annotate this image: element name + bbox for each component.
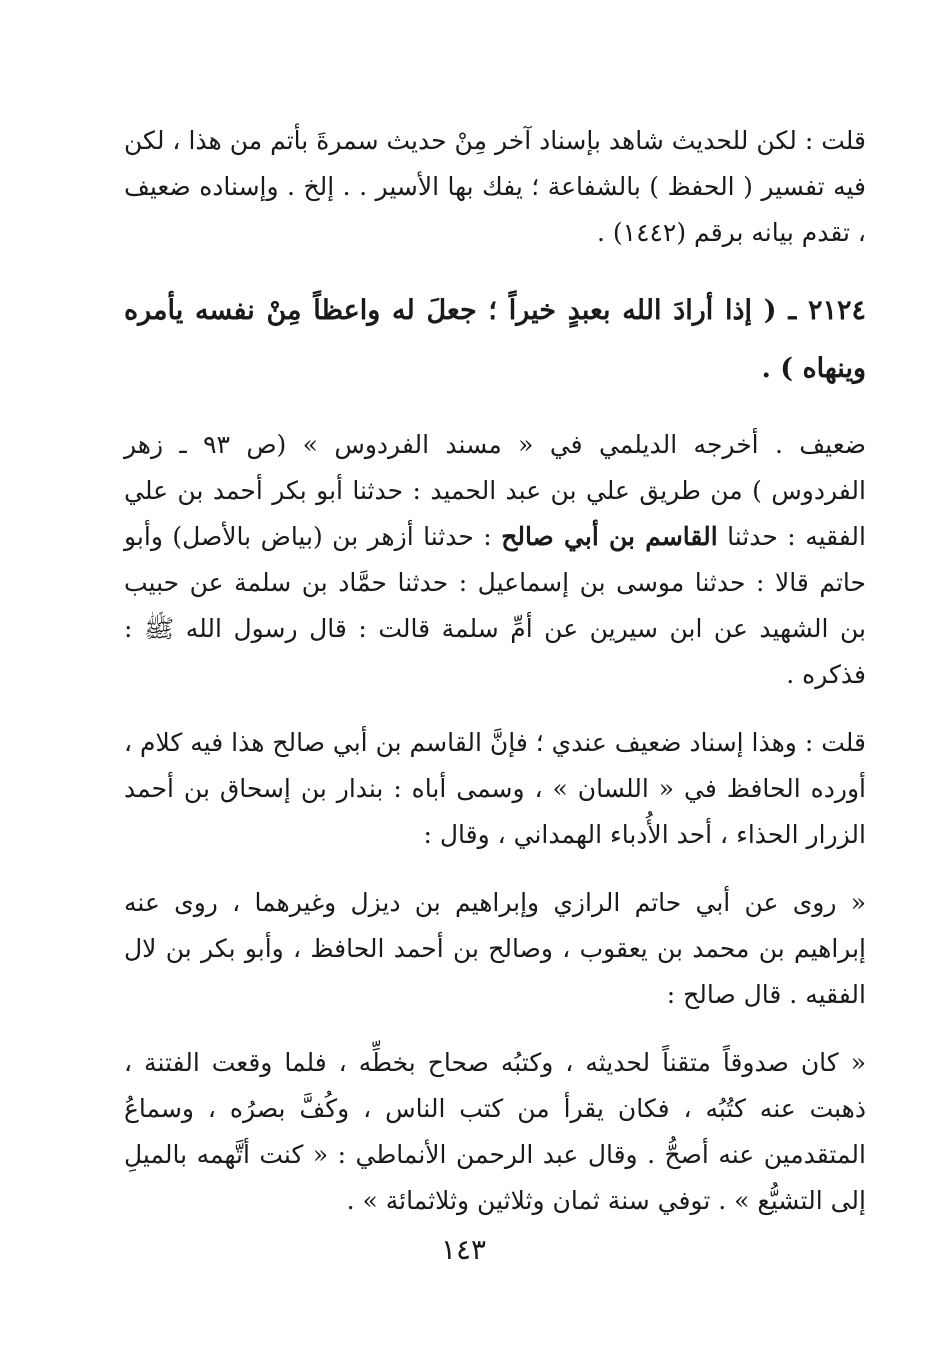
page-number: ١٤٣ — [440, 1233, 487, 1266]
hadith-heading: ٢١٢٤ ـ ( إذا أرادَ الله بعبدٍ خيراً ؛ جعلَ له واعظاً مِنْ نفسه يأمره وينهاه ) . — [124, 295, 866, 384]
isnad-critique-paragraph: قلت : وهذا إسناد ضعيف عندي ؛ فإنَّ القاسم بن أبي صالح هذا فيه كلام ، أورده الحافظ في « اللسان » ، وسمى أباه : بندار بن إسحاق بن أحمد الزرار الحذاء ، أحد الأُدباء الهمداني ، وقال : — [124, 728, 866, 849]
narrator-name: القاسم بن أبي صالح — [501, 522, 718, 551]
takhrij-text-start: ضعيف . أخرجه الديلمي في « مسند الفردوس » (ص ٩٣ ـ زهر الفردوس ) من طريق علي بن عبد الحميد : حدثنا أبو بكر أحمد بن علي الفقيه : حدثنا — [124, 430, 866, 551]
quote-paragraph: « روى عن أبي حاتم الرازي وإبراهيم بن ديزل وغيرهما ، روى عنه إبراهيم بن محمد بن يعقوب ، وصالح بن أحمد الحافظ ، وأبو بكر بن لال الفقيه . قال صالح : — [124, 888, 866, 1009]
takhrij-text-end: : حدثنا أزهر بن (بياض بالأصل) وأبو حاتم قالا : حدثنا موسى بن إسماعيل : حدثنا حمَّاد بن سلمة عن حبيب بن الشهيد عن ابن سيرين عن أمِّ سلمة قالت : قال رسول الله ﷺ : فذكره . — [124, 522, 866, 689]
page-content — [124, 118, 866, 1246]
note-paragraph: قلت : لكن للحديث شاهد بإسناد آخر مِنْ حديث سمرةَ بأتم من هذا ، لكن فيه تفسير ( الحفظ ) بالشفاعة ؛ يفك بها الأسير . . إلخ . وإسناده ضعيف ، تقدم بيانه برقم (١٤٤٢) . — [124, 126, 866, 247]
quote-paragraph-continued: « كان صدوقاً متقناً لحديثه ، وكتبُه صحاح بخطِّه ، فلما وقعت الفتنة ، ذهبت عنه كتُبُه ، فكان يقرأ من كتب الناس ، وكُفَّ بصرُه ، وسماعُ المتقدمين عنه أصحُّ . وقال عبد الرحمن الأنماطي : « كنت أتَّهمه بالميلِ إلى التشيُّع » . توفي سنة ثمان وثلاثين وثلاثمائة » . — [124, 1048, 866, 1215]
takhrij-paragraph — [124, 422, 866, 698]
